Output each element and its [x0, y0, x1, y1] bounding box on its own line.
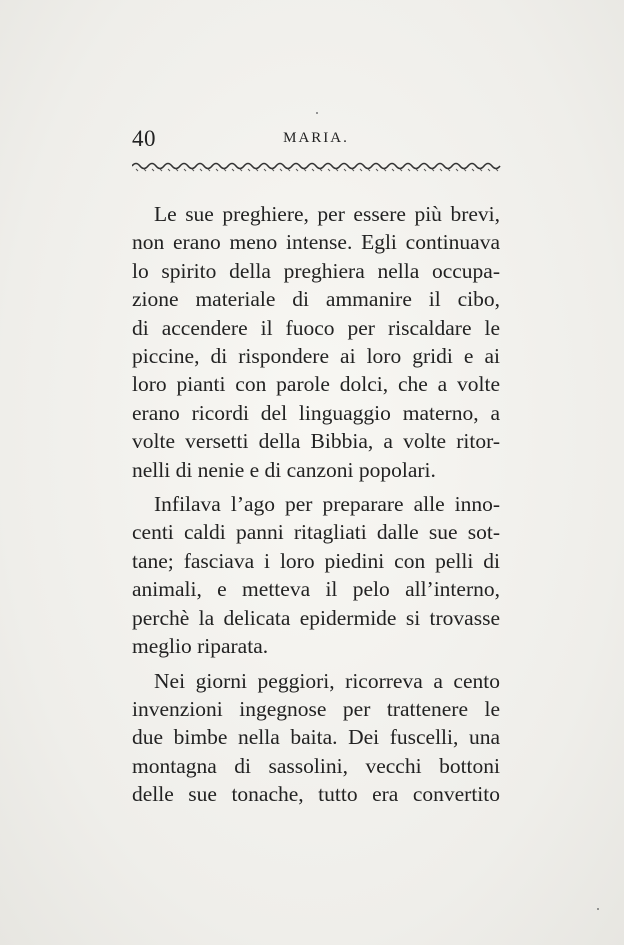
- text-line: invenzioni ingegnose per trattenere le: [132, 696, 500, 721]
- text-line: di accendere il fuoco per riscaldare le: [132, 315, 500, 340]
- paragraph-3: [132, 667, 500, 809]
- paper-speck: [316, 112, 318, 114]
- body-text: [132, 200, 500, 815]
- paper-speck: [597, 908, 599, 910]
- page-number: 40: [132, 126, 156, 151]
- text-line: perchè la delicata epidermide si trovasse: [132, 605, 500, 630]
- text-line: tane; fasciava i loro piedini con pelli di: [132, 548, 500, 573]
- text-line: non erano meno intense. Egli continuava: [132, 230, 500, 255]
- page-header: [132, 126, 500, 156]
- text-line: Le sue preghiere, per essere più brevi,: [154, 202, 500, 226]
- text-line: volte versetti della Bibbia, a volte ritor-: [132, 429, 500, 454]
- text-line: piccine, di rispondere ai loro gridi e ai: [132, 344, 500, 369]
- text-line: nelli di nenie e di canzoni popolari.: [132, 457, 436, 482]
- text-line: Infilava l’ago per preparare alle inno-: [154, 492, 500, 517]
- text-line: lo spirito della preghiera nella occupa-: [132, 258, 500, 283]
- paragraph-1: [132, 200, 500, 484]
- text-line: centi caldi panni ritagliati dalle sue sot-: [132, 520, 500, 545]
- text-line: Nei giorni peggiori, ricorreva a cento: [154, 668, 500, 693]
- decorative-rule-icon: [132, 160, 502, 172]
- text-line: delle sue tonache, tutto era convertito: [132, 782, 500, 807]
- text-line: erano ricordi del linguaggio materno, a: [132, 400, 500, 425]
- text-line: loro pianti con parole dolci, che a volte: [132, 372, 500, 397]
- text-line: meglio riparata.: [132, 634, 269, 659]
- text-line: animali, e metteva il pelo all’interno,: [132, 577, 500, 602]
- paragraph-2: [132, 490, 500, 660]
- text-line: due bimbe nella baita. Dei fuscelli, una: [132, 725, 500, 750]
- text-line: zione materiale di ammanire il cibo,: [132, 287, 500, 312]
- running-title: MARIA.: [283, 130, 349, 146]
- text-line: montagna di sassolini, vecchi bottoni: [132, 753, 500, 778]
